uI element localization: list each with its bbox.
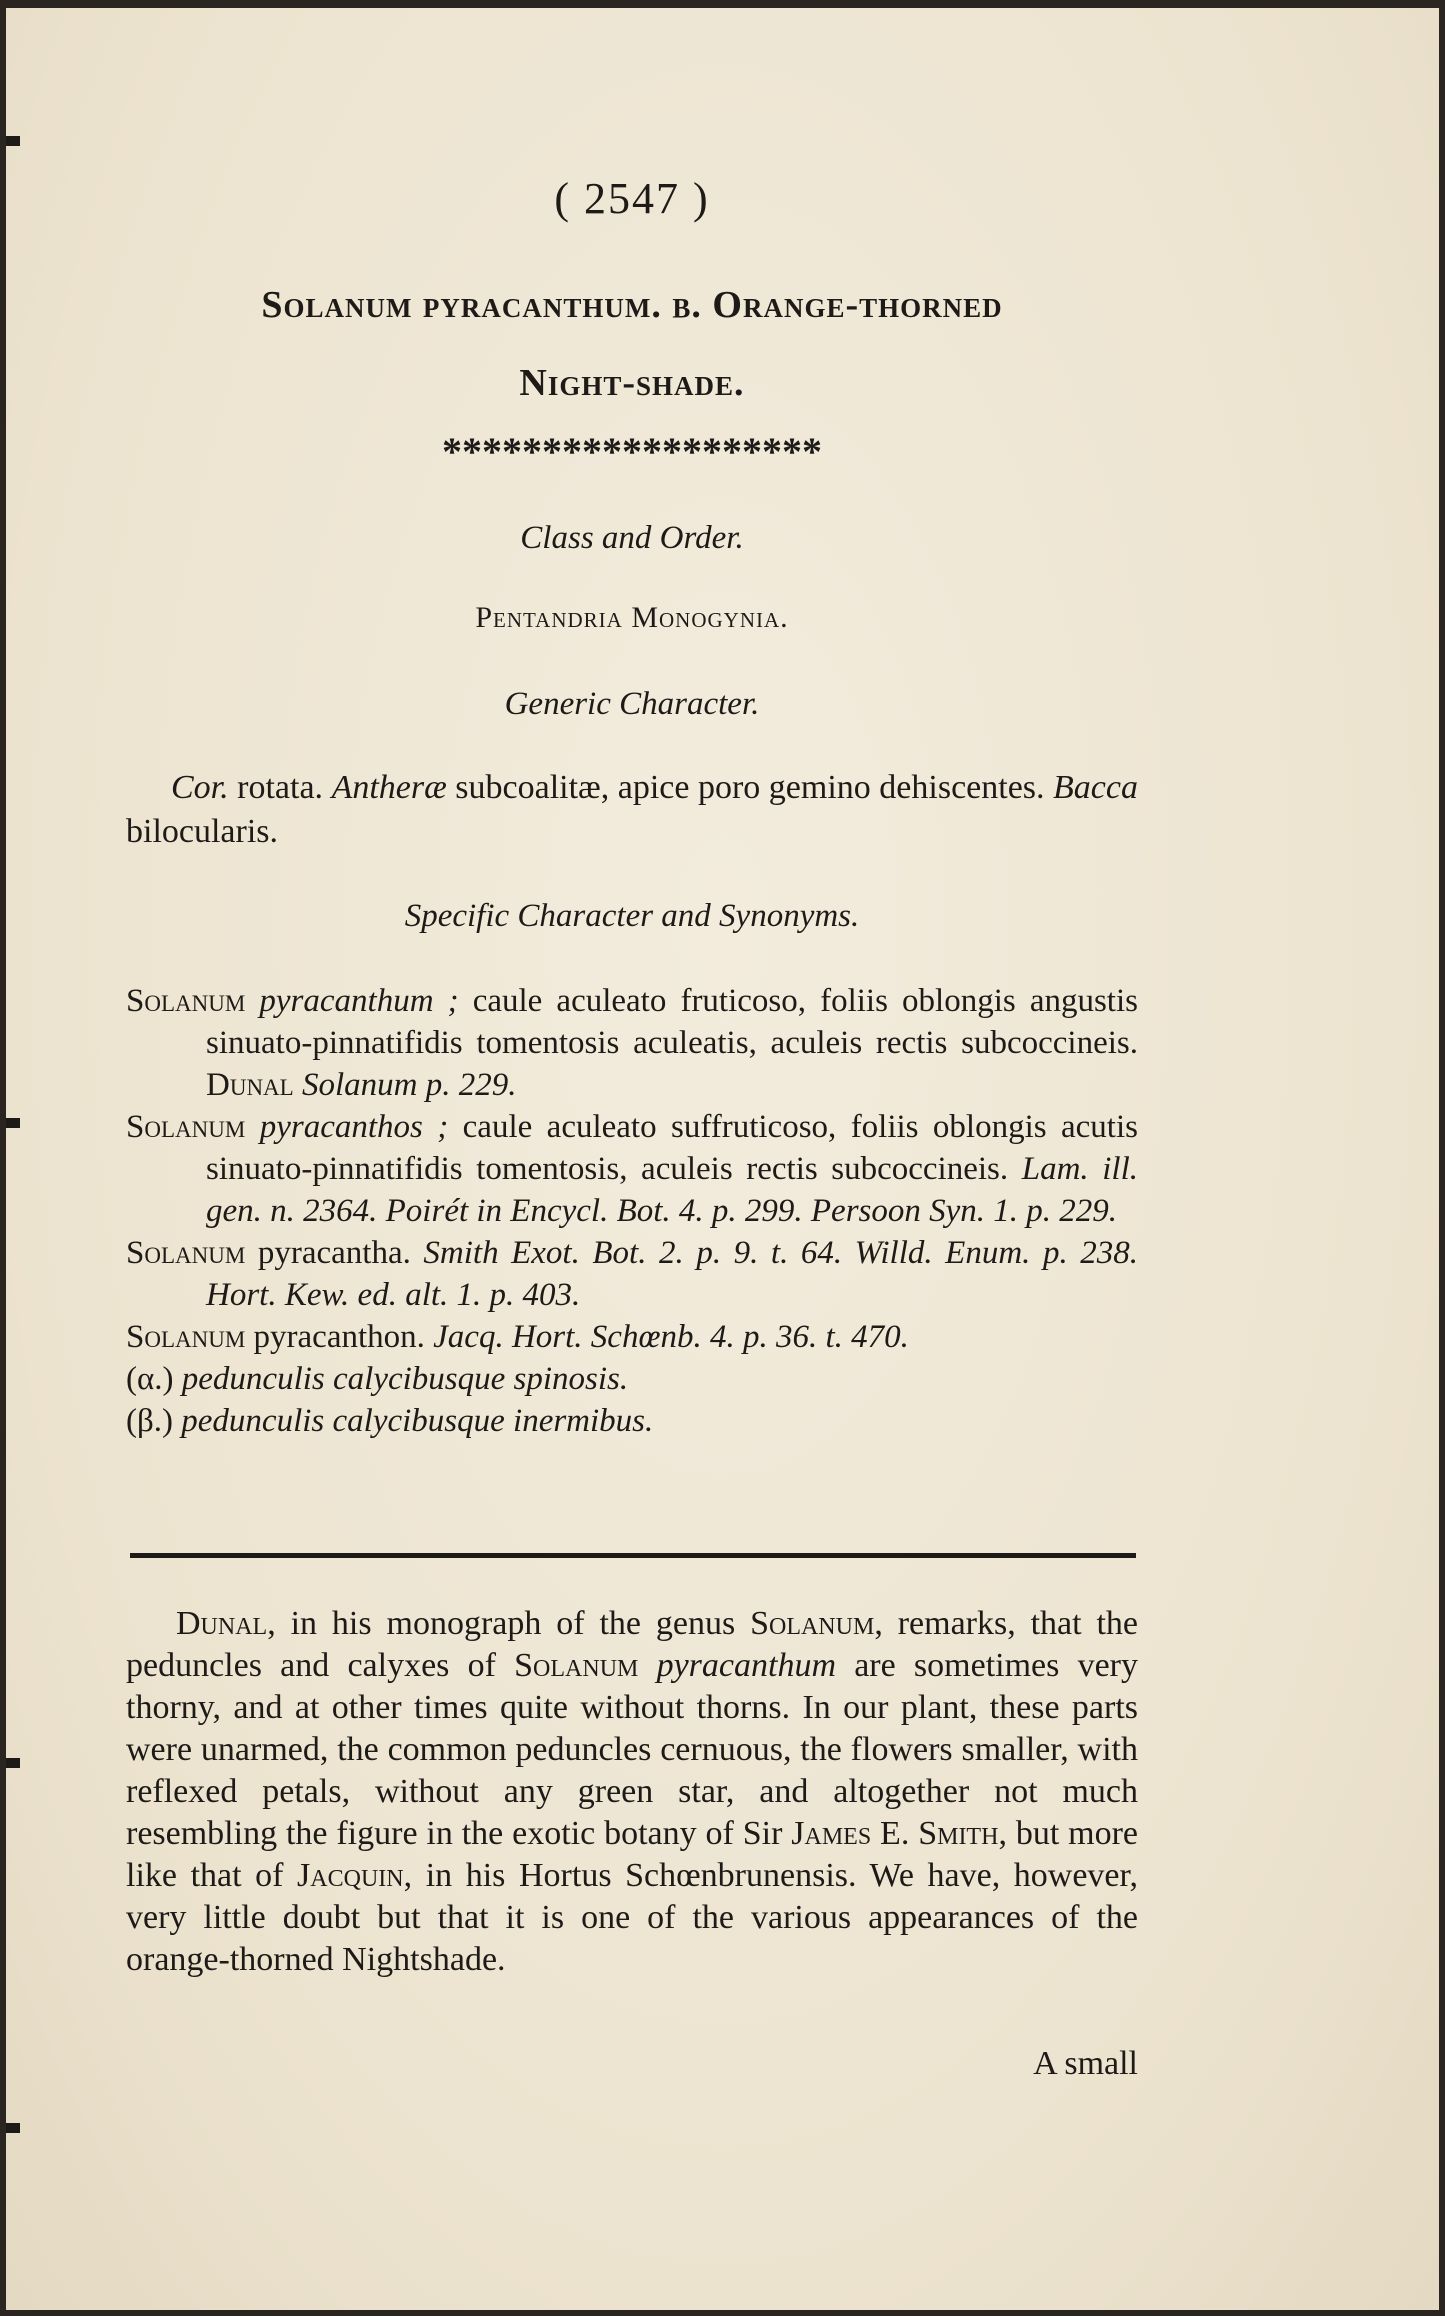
title-variety: β. Orange-thorned (672, 284, 1003, 326)
class-heading: Class and Order. (520, 520, 744, 556)
synonym-entry: Solanum pyracantha. Smith Exot. Bot. 2. p. 9. t. 64. Willd. Enum. p. 238. Hort. Kew. ed. alt. 1. p. 403. (126, 1235, 1138, 1313)
section-rule (130, 1553, 1136, 1558)
body-paragraph: Dunal, in his monograph of the genus Solanum, remarks, that the peduncles and calyxes of Solanum pyracanthum are sometimes very thorny, and at other times quite without thorns. In our plant, these parts were unarmed, the common peduncles cernuous, the flowers smaller, with reflexed petals, without any green star, and altogether not much resembling the figure in the exotic botany of Sir James E. Smith, but more like that of Jacquin, in his Hortus Schœnbrunensis. We have, however, very little doubt but that it is one of the various appearances of the orange-thorned Nightshade. (126, 1605, 1139, 1978)
title-line-1 (126, 266, 1138, 344)
catchword: A small (1033, 2045, 1138, 2082)
synonym-entry: Solanum pyracanthon. Jacq. Hort. Schœnb. 4. p. 36. t. 470. (126, 1319, 909, 1355)
variety-beta: (β.) pedunculis calycibusque inermibus. (126, 1403, 654, 1439)
synonym-list (126, 980, 1138, 1442)
variety-alpha: (α.) pedunculis calycibusque spinosis. (126, 1361, 629, 1397)
edge-mark (6, 136, 20, 146)
edge-mark (6, 2123, 20, 2133)
title-line-2: Night-shade. (519, 362, 745, 404)
page-number: ( 2547 ) (554, 174, 710, 223)
edge-mark (6, 1118, 20, 1128)
class-name: Pentandria Monogynia. (475, 601, 789, 634)
generic-character: Cor. rotata. Antheræ subcoalitæ, apice poro gemino dehiscentes. Bacca bilocularis. (126, 769, 1138, 850)
title-genus: Solanum pyracanthum. (261, 284, 662, 326)
book-page (6, 8, 1439, 2310)
synonym-entry: Solanum pyracanthos ; caule aculeato suffruticoso, foliis oblongis acutis sinuato-pinnatifidis tomentosis, aculeis rectis subcoccineis. Lam. ill. gen. n. 2364. Poirét in Encycl. Bot. 4. p. 299. Persoon Syn. 1. p. 229. (126, 1109, 1138, 1229)
edge-mark (6, 1758, 20, 1768)
generic-heading: Generic Character. (504, 686, 760, 722)
star-divider: ******************* (442, 429, 822, 474)
page-title (126, 266, 1138, 422)
specific-heading: Specific Character and Synonyms. (404, 898, 860, 934)
synonym-entry: Solanum pyracanthum ; caule aculeato fruticoso, foliis oblongis angustis sinuato-pinnatifidis tomentosis aculeatis, aculeis rectis subcoccineis. Dunal Solanum p. 229. (126, 983, 1138, 1103)
